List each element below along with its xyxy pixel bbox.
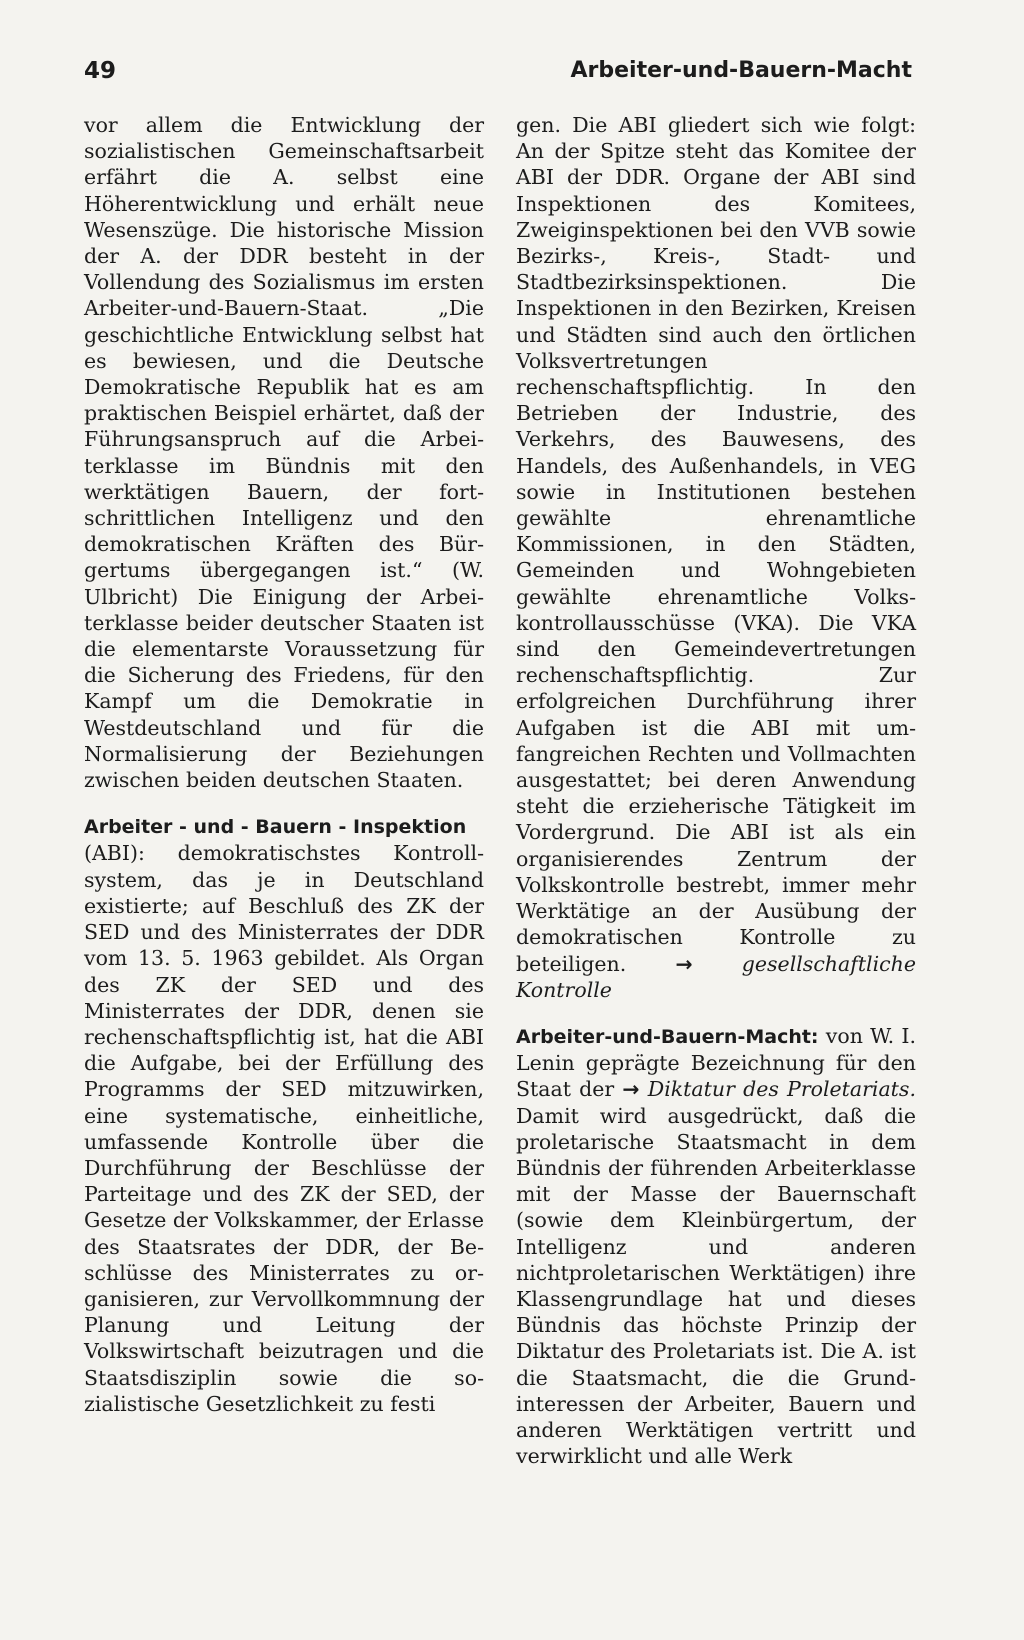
abi-continued-text: gen. Die ABI gliedert sich wie folgt: An der Spitze steht das Komitee der ABI der DDR. Organe der ABI sind Inspektionen des Komitees, Zweiginspektionen bei den VVB sowie Bezirks-, Kreis-, Stadt- und Stadtbezirksinspektionen. Die Inspektionen in den Bezirken, Kreisen und Städten sind auch den örtlichen Volksvertretungen rechenschaftspflichtig. In den Betrieben der Industrie, des Verkehrs, des Bauwesens, des Handels, des Außenhandels, in VEG sowie in Institutionen bestehen gewählte ehrenamtliche Kommissionen, in den Städten, Gemeinden und Wohngebieten gewählte ehrenamtliche Volkskontrollausschüsse (VKA). Die VKA sind den Gemeindevertretungen rechenschaftspflichtig. Zur erfolgreichen Durchführung ihrer Aufgaben ist die ABI mit umfangreichen Rechten und Vollmachten ausgestattet; bei deren Anwendung steht die erzieherische Tätigkeit im Vordergrund. Die ABI ist als ein organisierendes Zentrum der Volkskontrolle bestrebt, immer mehr Werktätige an der Ausübung der demokratischen Kontrolle zu beteiligen. bbox=[516, 113, 916, 976]
running-head: Arbeiter-und-Bauern-Macht bbox=[570, 58, 912, 83]
page-number: 49 bbox=[84, 58, 117, 84]
abi-continued-paragraph bbox=[516, 112, 916, 1003]
entry-spacer bbox=[516, 1003, 916, 1023]
entry-heading-abi: Arbeiter - und - Bauern - Inspektion bbox=[84, 816, 467, 839]
entry-body-macht-1: von W. I. Lenin geprägte Bezeichnung für den Staat der bbox=[516, 1023, 916, 1102]
left-column bbox=[84, 112, 484, 1417]
entry-macht bbox=[516, 1023, 916, 1469]
entry-body-abi: (ABI): demokratischstes Kontrollsystem, das je in Deutschland existierte; auf Beschluß des ZK der SED und des Ministerrates der DDR vom 13. 5. 1963 gebildet. Als Organ des ZK der SED und des Ministerrates der DDR, denen sie rechenschaftspflichtig ist, hat die ABI die Aufgabe, bei der Erfüllung des Programms der SED mitzuwirken, eine systematische, einheitliche, umfassende Kontrolle über die Durchführung der Beschlüsse der Parteitage und des ZK der SED, der Gesetze der Volkskammer, der Erlasse des Staatsrates der DDR, der Beschlüsse des Ministerrates zu organisieren, zur Vervollkommnung der Planung und Leitung der Volkswirtschaft beizutragen und die Staatsdisziplin sowie die sozialistische Gesetzlichkeit zu festi bbox=[84, 841, 484, 1416]
entry-abi bbox=[84, 813, 484, 1417]
crossref-diktatur-des-proletariats: Diktatur des Proletariats. bbox=[647, 1077, 916, 1102]
intro-paragraph: vor allem die Entwicklung der sozialistischen Gemeinschaftsarbeit erfährt die A. selbst eine Höherentwicklung und erhält neue Wesenszüge. Die historische Mission der A. der DDR besteht in der Vollendung des Sozialismus im ersten Arbeiter-und-Bauern-Staat. „Die geschichtliche Entwicklung selbst hat es bewiesen, und die Deutsche Demokratische Republik hat es am praktischen Beispiel erhärtet, daß der Führungsanspruch auf die Arbeiterklasse im Bündnis mit den werktätigen Bauern, der fortschrittlichen Intelligenz und den demokratischen Kräften des Bürgertums übergegangen ist.“ (W. Ulbricht) Die Einigung der Arbeiterklasse beider deutscher Staaten ist die elementarste Voraussetzung für die Sicherung des Friedens, für den Kampf um die Demokratie in Westdeutschland und für die Normalisierung der Beziehungen zwischen beiden deutschen Staaten. bbox=[84, 113, 484, 793]
crossref-gesellschaftliche-kontrolle: gesellschaftliche Kontrolle bbox=[516, 951, 916, 1002]
right-column bbox=[516, 112, 916, 1469]
entry-body-macht-2: Damit wird ausgedrückt, daß die proletarische Staatsmacht in dem Bündnis der führenden Arbeiterklasse mit der Masse der Bauernschaft (sowie dem Kleinbürgertum, der Intelligenz und anderen nichtproletarischen Werktätigen) ihre Klassengrundlage hat und dieses Bündnis das höchste Prinzip der Diktatur des Proletariats ist. Die A. ist die Staatsmacht, die die Grundinteressen der Arbeiter, Bauern und anderen Werktätigen vertritt und verwirklicht und alle Werk bbox=[516, 1103, 916, 1469]
crossref-arrow-icon: → bbox=[622, 1077, 640, 1102]
entry-spacer bbox=[84, 793, 484, 813]
entry-heading-macht: Arbeiter-und-Bauern-Macht: bbox=[516, 1025, 819, 1048]
crossref-arrow-icon: → bbox=[675, 951, 693, 976]
